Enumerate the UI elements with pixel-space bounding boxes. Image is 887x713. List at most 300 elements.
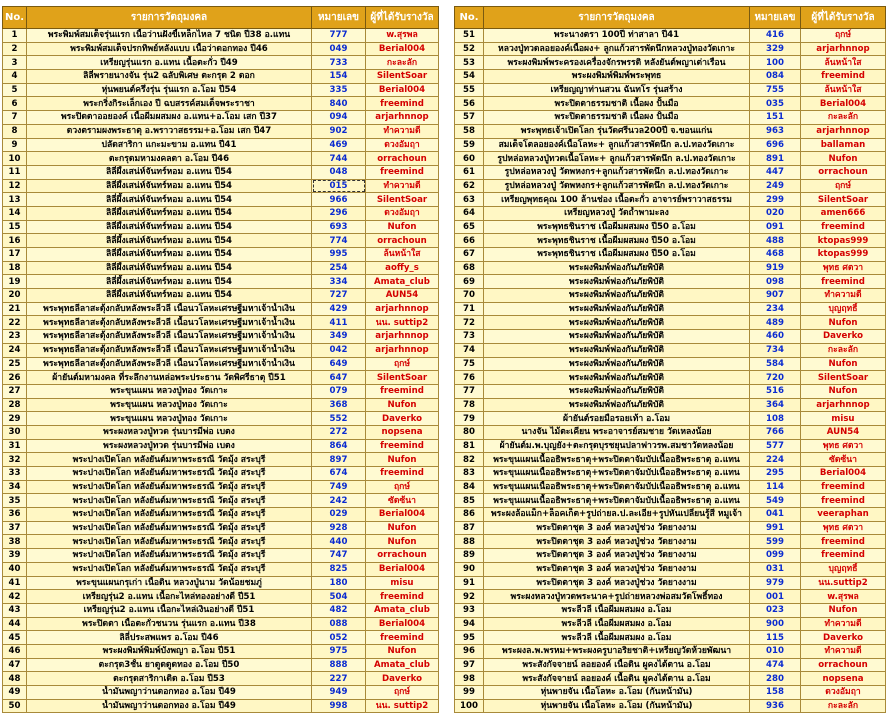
winner-name[interactable]: freemind	[801, 494, 886, 508]
winner-name[interactable]: freemind	[366, 384, 439, 398]
table-row[interactable]	[3, 672, 439, 686]
winner-name[interactable]: freemind	[366, 439, 439, 453]
table-row[interactable]	[3, 549, 439, 563]
table-row[interactable]	[455, 70, 886, 84]
lottery-number[interactable]: 249	[750, 179, 801, 193]
lottery-number[interactable]: 777	[312, 29, 366, 43]
table-row[interactable]	[3, 165, 439, 179]
lottery-number[interactable]: 151	[750, 111, 801, 125]
table-row[interactable]	[3, 384, 439, 398]
table-row[interactable]	[455, 302, 886, 316]
table-row[interactable]	[3, 425, 439, 439]
winner-name[interactable]: Daverko	[801, 631, 886, 645]
table-row[interactable]	[455, 384, 886, 398]
winner-name[interactable]: freemind	[366, 97, 439, 111]
winner-name[interactable]: w.สุรพล	[366, 29, 439, 43]
lottery-number[interactable]: 749	[312, 480, 366, 494]
lottery-number[interactable]: 349	[312, 330, 366, 344]
winner-name[interactable]: SilentSoar	[801, 193, 886, 207]
lottery-number[interactable]: 755	[750, 83, 801, 97]
winner-name[interactable]: ktopas999	[801, 234, 886, 248]
winner-name[interactable]: ดวงอัมฤา	[366, 206, 439, 220]
table-row[interactable]	[455, 220, 886, 234]
winner-name[interactable]: ฤกษ์	[801, 179, 886, 193]
lottery-number[interactable]: 936	[750, 699, 801, 713]
winner-name[interactable]: Nufon	[801, 316, 886, 330]
winner-name[interactable]: ซัดซ้นา	[801, 453, 886, 467]
table-row[interactable]	[455, 535, 886, 549]
lottery-number[interactable]: 329	[750, 42, 801, 56]
lottery-number[interactable]: 440	[312, 535, 366, 549]
lottery-number[interactable]: 693	[312, 220, 366, 234]
table-row[interactable]	[455, 686, 886, 700]
lottery-number[interactable]: 114	[750, 480, 801, 494]
winner-name[interactable]: arjarhnnop	[801, 124, 886, 138]
lottery-number[interactable]: 001	[750, 590, 801, 604]
lottery-number[interactable]: 489	[750, 316, 801, 330]
table-row[interactable]	[455, 562, 886, 576]
table-row[interactable]	[3, 576, 439, 590]
winner-name[interactable]: นน. suttip2	[366, 699, 439, 713]
table-row[interactable]	[3, 603, 439, 617]
table-row[interactable]	[455, 590, 886, 604]
winner-name[interactable]: กะละลัก	[801, 343, 886, 357]
winner-name[interactable]: aoffy_s	[366, 261, 439, 275]
winner-name[interactable]: Berial004	[366, 508, 439, 522]
table-row[interactable]	[455, 316, 886, 330]
winner-name[interactable]: Nufon	[366, 220, 439, 234]
winner-name[interactable]: Berial004	[801, 467, 886, 481]
table-row[interactable]	[3, 302, 439, 316]
lottery-number[interactable]: 963	[750, 124, 801, 138]
winner-name[interactable]: orrachoun	[366, 234, 439, 248]
lottery-number[interactable]: 335	[312, 83, 366, 97]
table-row[interactable]	[455, 275, 886, 289]
table-row[interactable]	[455, 631, 886, 645]
table-row[interactable]	[455, 467, 886, 481]
lottery-number[interactable]: 774	[312, 234, 366, 248]
lottery-number[interactable]: 516	[750, 384, 801, 398]
winner-name[interactable]: freemind	[366, 467, 439, 481]
winner-name[interactable]: ทำความดี	[366, 179, 439, 193]
table-row[interactable]	[3, 193, 439, 207]
table-row[interactable]	[3, 248, 439, 262]
table-row[interactable]	[455, 357, 886, 371]
lottery-number[interactable]: 747	[312, 549, 366, 563]
table-row[interactable]	[455, 672, 886, 686]
lottery-number[interactable]: 902	[312, 124, 366, 138]
table-row[interactable]	[455, 371, 886, 385]
winner-name[interactable]: Nufon	[366, 453, 439, 467]
winner-name[interactable]: nopsena	[801, 672, 886, 686]
winner-name[interactable]: Amata_club	[366, 603, 439, 617]
winner-name[interactable]: freemind	[801, 220, 886, 234]
table-row[interactable]	[455, 494, 886, 508]
lottery-number[interactable]: 015	[312, 179, 366, 193]
lottery-number[interactable]: 907	[750, 289, 801, 303]
table-row[interactable]	[3, 124, 439, 138]
lottery-number[interactable]: 919	[750, 261, 801, 275]
lottery-number[interactable]: 840	[312, 97, 366, 111]
lottery-number[interactable]: 552	[312, 412, 366, 426]
table-row[interactable]	[455, 425, 886, 439]
table-row[interactable]	[3, 206, 439, 220]
winner-name[interactable]: SilentSoar	[366, 70, 439, 84]
table-row[interactable]	[455, 261, 886, 275]
winner-name[interactable]: arjarhnnop	[366, 343, 439, 357]
lottery-number[interactable]: 108	[750, 412, 801, 426]
table-row[interactable]	[3, 83, 439, 97]
winner-name[interactable]: ดวงอัมฤา	[366, 138, 439, 152]
winner-name[interactable]: AUN54	[801, 425, 886, 439]
lottery-number[interactable]: 154	[312, 70, 366, 84]
table-row[interactable]	[455, 343, 886, 357]
winner-name[interactable]: ซัดซ้นา	[366, 494, 439, 508]
winner-name[interactable]: พุทธ ศตวา	[801, 261, 886, 275]
table-row[interactable]	[455, 289, 886, 303]
table-row[interactable]	[455, 193, 886, 207]
table-row[interactable]	[3, 508, 439, 522]
table-row[interactable]	[3, 97, 439, 111]
lottery-number[interactable]: 031	[750, 562, 801, 576]
lottery-number[interactable]: 234	[750, 302, 801, 316]
winner-name[interactable]: SilentSoar	[801, 371, 886, 385]
table-row[interactable]	[455, 508, 886, 522]
lottery-number[interactable]: 696	[750, 138, 801, 152]
table-row[interactable]	[3, 138, 439, 152]
lottery-number[interactable]: 100	[750, 56, 801, 70]
winner-name[interactable]: นน. suttip2	[366, 316, 439, 330]
table-row[interactable]	[455, 521, 886, 535]
lottery-number[interactable]: 998	[312, 699, 366, 713]
table-row[interactable]	[3, 644, 439, 658]
table-row[interactable]	[3, 111, 439, 125]
winner-name[interactable]: Berial004	[366, 562, 439, 576]
winner-name[interactable]: ฤกษ์	[801, 29, 886, 43]
winner-name[interactable]: freemind	[801, 549, 886, 563]
table-row[interactable]	[3, 699, 439, 713]
lottery-number[interactable]: 864	[312, 439, 366, 453]
table-row[interactable]	[455, 29, 886, 43]
lottery-number[interactable]: 720	[750, 371, 801, 385]
lottery-number[interactable]: 084	[750, 70, 801, 84]
table-row[interactable]	[3, 412, 439, 426]
winner-name[interactable]: Berial004	[366, 83, 439, 97]
lottery-number[interactable]: 010	[750, 644, 801, 658]
lottery-number[interactable]: 099	[750, 549, 801, 563]
winner-name[interactable]: misu	[366, 576, 439, 590]
table-row[interactable]	[455, 179, 886, 193]
table-row[interactable]	[3, 316, 439, 330]
lottery-number[interactable]: 584	[750, 357, 801, 371]
table-row[interactable]	[3, 494, 439, 508]
winner-name[interactable]: กะละลัก	[801, 699, 886, 713]
table-row[interactable]	[3, 590, 439, 604]
table-row[interactable]	[3, 617, 439, 631]
winner-name[interactable]: orrachoun	[801, 165, 886, 179]
table-row[interactable]	[3, 330, 439, 344]
lottery-number[interactable]: 599	[750, 535, 801, 549]
table-row[interactable]	[455, 480, 886, 494]
table-row[interactable]	[3, 521, 439, 535]
winner-name[interactable]: orrachoun	[366, 152, 439, 166]
lottery-number[interactable]: 042	[312, 343, 366, 357]
table-row[interactable]	[3, 658, 439, 672]
winner-name[interactable]: ล้นหน้าใส	[366, 248, 439, 262]
winner-name[interactable]: misu	[801, 412, 886, 426]
table-row[interactable]	[3, 686, 439, 700]
winner-name[interactable]: นน.suttip2	[801, 576, 886, 590]
winner-name[interactable]: ฤกษ์	[366, 480, 439, 494]
table-row[interactable]	[455, 453, 886, 467]
winner-name[interactable]: Nufon	[801, 384, 886, 398]
lottery-number[interactable]: 474	[750, 658, 801, 672]
table-row[interactable]	[455, 330, 886, 344]
winner-name[interactable]: ทำความดี	[801, 644, 886, 658]
winner-name[interactable]: freemind	[801, 70, 886, 84]
lottery-number[interactable]: 549	[750, 494, 801, 508]
winner-name[interactable]: Daverko	[366, 672, 439, 686]
table-row[interactable]	[3, 56, 439, 70]
lottery-number[interactable]: 488	[750, 234, 801, 248]
table-row[interactable]	[3, 631, 439, 645]
winner-name[interactable]: Nufon	[366, 644, 439, 658]
winner-name[interactable]: ballaman	[801, 138, 886, 152]
lottery-number[interactable]: 891	[750, 152, 801, 166]
winner-name[interactable]: พุทธ ศตวา	[801, 521, 886, 535]
winner-name[interactable]: ล้นหน้าใส	[801, 83, 886, 97]
table-row[interactable]	[455, 234, 886, 248]
table-row[interactable]	[3, 343, 439, 357]
table-row[interactable]	[3, 357, 439, 371]
winner-name[interactable]: w.สุรพล	[801, 590, 886, 604]
winner-name[interactable]: ktopas999	[801, 248, 886, 262]
winner-name[interactable]: arjarhnnop	[801, 398, 886, 412]
lottery-number[interactable]: 088	[312, 617, 366, 631]
winner-name[interactable]: บุญฤทธิ์	[801, 302, 886, 316]
lottery-number[interactable]: 023	[750, 603, 801, 617]
lottery-number[interactable]: 897	[312, 453, 366, 467]
lottery-number[interactable]: 368	[312, 398, 366, 412]
lottery-number[interactable]: 180	[312, 576, 366, 590]
lottery-number[interactable]: 966	[312, 193, 366, 207]
winner-name[interactable]: กะละลัก	[366, 56, 439, 70]
lottery-number[interactable]: 995	[312, 248, 366, 262]
lottery-number[interactable]: 364	[750, 398, 801, 412]
lottery-number[interactable]: 979	[750, 576, 801, 590]
lottery-number[interactable]: 744	[312, 152, 366, 166]
lottery-number[interactable]: 825	[312, 562, 366, 576]
winner-name[interactable]: arjarhnnop	[366, 330, 439, 344]
table-row[interactable]	[3, 439, 439, 453]
table-row[interactable]	[3, 371, 439, 385]
winner-name[interactable]: orrachoun	[366, 549, 439, 563]
lottery-number[interactable]: 991	[750, 521, 801, 535]
lottery-number[interactable]: 416	[750, 29, 801, 43]
winner-name[interactable]: ฤกษ์	[366, 686, 439, 700]
winner-name[interactable]: Amata_club	[366, 275, 439, 289]
lottery-number[interactable]: 091	[750, 220, 801, 234]
winner-name[interactable]: ดวงอัมฤา	[801, 686, 886, 700]
lottery-number[interactable]: 079	[312, 384, 366, 398]
lottery-number[interactable]: 094	[312, 111, 366, 125]
table-row[interactable]	[3, 535, 439, 549]
lottery-number[interactable]: 035	[750, 97, 801, 111]
lottery-number[interactable]: 429	[312, 302, 366, 316]
lottery-number[interactable]: 975	[312, 644, 366, 658]
winner-name[interactable]: arjarhnnop	[366, 302, 439, 316]
winner-name[interactable]: Berial004	[366, 42, 439, 56]
table-row[interactable]	[455, 42, 886, 56]
lottery-number[interactable]: 254	[312, 261, 366, 275]
winner-name[interactable]: SilentSoar	[366, 193, 439, 207]
table-row[interactable]	[455, 56, 886, 70]
winner-name[interactable]: Berial004	[801, 97, 886, 111]
winner-name[interactable]: พุทธ ศตวา	[801, 439, 886, 453]
lottery-number[interactable]: 158	[750, 686, 801, 700]
winner-name[interactable]: Daverko	[366, 412, 439, 426]
winner-name[interactable]: บุญฤทธิ์	[801, 562, 886, 576]
lottery-number[interactable]: 734	[750, 343, 801, 357]
table-row[interactable]	[455, 549, 886, 563]
table-row[interactable]	[455, 152, 886, 166]
winner-name[interactable]: ฤกษ์	[366, 357, 439, 371]
lottery-number[interactable]: 482	[312, 603, 366, 617]
winner-name[interactable]: freemind	[801, 275, 886, 289]
table-row[interactable]	[455, 206, 886, 220]
table-row[interactable]	[3, 398, 439, 412]
table-row[interactable]	[3, 29, 439, 43]
lottery-number[interactable]: 888	[312, 658, 366, 672]
lottery-number[interactable]: 504	[312, 590, 366, 604]
table-row[interactable]	[3, 261, 439, 275]
lottery-number[interactable]: 469	[312, 138, 366, 152]
lottery-number[interactable]: 733	[312, 56, 366, 70]
lottery-number[interactable]: 052	[312, 631, 366, 645]
table-row[interactable]	[455, 165, 886, 179]
lottery-number[interactable]: 041	[750, 508, 801, 522]
winner-name[interactable]: freemind	[366, 590, 439, 604]
winner-name[interactable]: freemind	[801, 480, 886, 494]
table-row[interactable]	[455, 138, 886, 152]
lottery-number[interactable]: 649	[312, 357, 366, 371]
winner-name[interactable]: arjarhnnop	[801, 42, 886, 56]
table-row[interactable]	[455, 439, 886, 453]
table-row[interactable]	[455, 124, 886, 138]
lottery-number[interactable]: 295	[750, 467, 801, 481]
winner-name[interactable]: freemind	[801, 535, 886, 549]
lottery-number[interactable]: 029	[312, 508, 366, 522]
table-row[interactable]	[455, 658, 886, 672]
winner-name[interactable]: AUN54	[366, 289, 439, 303]
winner-name[interactable]: กะละลัก	[801, 111, 886, 125]
table-row[interactable]	[3, 179, 439, 193]
table-row[interactable]	[3, 562, 439, 576]
lottery-number[interactable]: 674	[312, 467, 366, 481]
lottery-number[interactable]: 460	[750, 330, 801, 344]
table-row[interactable]	[455, 576, 886, 590]
table-row[interactable]	[3, 234, 439, 248]
winner-name[interactable]: Nufon	[366, 535, 439, 549]
table-row[interactable]	[3, 42, 439, 56]
lottery-number[interactable]: 900	[750, 617, 801, 631]
lottery-number[interactable]: 299	[750, 193, 801, 207]
winner-name[interactable]: ทำความดี	[801, 617, 886, 631]
table-row[interactable]	[3, 275, 439, 289]
table-row[interactable]	[455, 603, 886, 617]
winner-name[interactable]: Nufon	[366, 398, 439, 412]
winner-name[interactable]: ล้นหน้าใส	[801, 56, 886, 70]
table-row[interactable]	[455, 97, 886, 111]
lottery-number[interactable]: 280	[750, 672, 801, 686]
winner-name[interactable]: veeraphan	[801, 508, 886, 522]
table-row[interactable]	[3, 152, 439, 166]
table-row[interactable]	[455, 699, 886, 713]
winner-name[interactable]: Nufon	[366, 521, 439, 535]
table-row[interactable]	[3, 220, 439, 234]
lottery-number[interactable]: 647	[312, 371, 366, 385]
lottery-number[interactable]: 766	[750, 425, 801, 439]
table-row[interactable]	[3, 467, 439, 481]
winner-name[interactable]: Nufon	[801, 152, 886, 166]
lottery-number[interactable]: 577	[750, 439, 801, 453]
winner-name[interactable]: freemind	[366, 165, 439, 179]
lottery-number[interactable]: 468	[750, 248, 801, 262]
lottery-number[interactable]: 334	[312, 275, 366, 289]
winner-name[interactable]: Nufon	[801, 603, 886, 617]
winner-name[interactable]: ทำความดี	[801, 289, 886, 303]
lottery-number[interactable]: 727	[312, 289, 366, 303]
table-row[interactable]	[455, 111, 886, 125]
lottery-number[interactable]: 296	[312, 206, 366, 220]
lottery-number[interactable]: 227	[312, 672, 366, 686]
table-row[interactable]	[455, 83, 886, 97]
winner-name[interactable]: Amata_club	[366, 658, 439, 672]
lottery-number[interactable]: 272	[312, 425, 366, 439]
table-row[interactable]	[3, 480, 439, 494]
winner-name[interactable]: SilentSoar	[366, 371, 439, 385]
winner-name[interactable]: freemind	[366, 631, 439, 645]
lottery-number[interactable]: 928	[312, 521, 366, 535]
winner-name[interactable]: arjarhnnop	[366, 111, 439, 125]
winner-name[interactable]: orrachoun	[801, 658, 886, 672]
winner-name[interactable]: Berial004	[366, 617, 439, 631]
lottery-number[interactable]: 098	[750, 275, 801, 289]
table-row[interactable]	[455, 398, 886, 412]
winner-name[interactable]: nopsena	[366, 425, 439, 439]
winner-name[interactable]: amen666	[801, 206, 886, 220]
lottery-number[interactable]: 049	[312, 42, 366, 56]
table-row[interactable]	[3, 289, 439, 303]
winner-name[interactable]: ทำความดี	[366, 124, 439, 138]
winner-name[interactable]: Daverko	[801, 330, 886, 344]
lottery-number[interactable]: 447	[750, 165, 801, 179]
lottery-number[interactable]: 242	[312, 494, 366, 508]
lottery-number[interactable]: 115	[750, 631, 801, 645]
table-row[interactable]	[455, 644, 886, 658]
table-row[interactable]	[455, 412, 886, 426]
lottery-number[interactable]: 411	[312, 316, 366, 330]
lottery-number[interactable]: 949	[312, 686, 366, 700]
table-row[interactable]	[455, 617, 886, 631]
table-row[interactable]	[3, 70, 439, 84]
lottery-number[interactable]: 020	[750, 206, 801, 220]
table-row[interactable]	[3, 453, 439, 467]
table-row[interactable]	[455, 248, 886, 262]
lottery-number[interactable]: 048	[312, 165, 366, 179]
winner-name[interactable]: Nufon	[801, 357, 886, 371]
lottery-number[interactable]: 224	[750, 453, 801, 467]
